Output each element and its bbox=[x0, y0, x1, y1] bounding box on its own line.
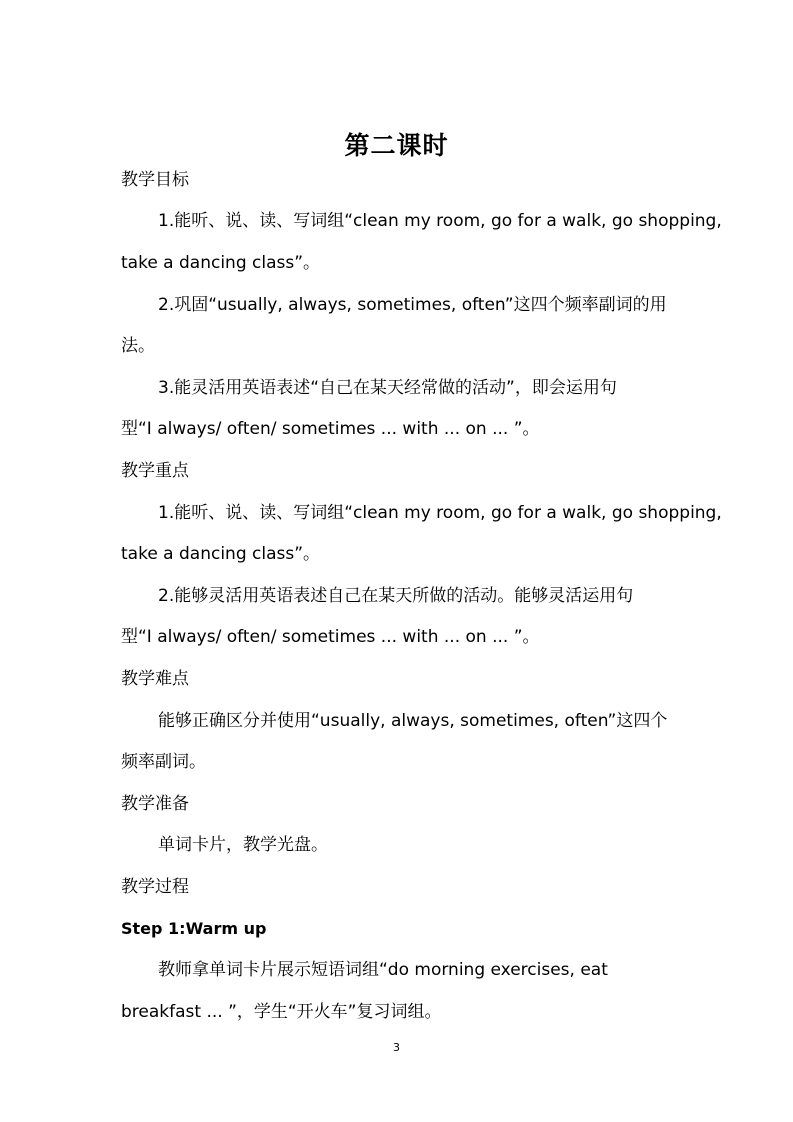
section-heading-difficulties: 教学难点 bbox=[121, 669, 189, 689]
step-1-title: Step 1:Warm up bbox=[121, 919, 267, 938]
section-heading-preparation: 教学准备 bbox=[121, 794, 189, 814]
key-point-2-line-1: 2.能够灵活用英语表述自己在某天所做的活动。能够灵活运用句 bbox=[158, 586, 634, 606]
page-title: 第二课时 bbox=[344, 131, 449, 160]
difficulty-1-line-2: 频率副词。 bbox=[121, 752, 206, 772]
difficulty-1-line-1: 能够正确区分并使用“usually, always, sometimes, often”这四个 bbox=[158, 711, 668, 731]
objective-1-line-2: take a dancing class”。 bbox=[121, 253, 321, 273]
step-1-line-2: breakfast ... ”，学生“开火车”复习词组。 bbox=[121, 1002, 442, 1022]
objective-1-line-1: 1.能听、说、读、写词组“clean my room, go for a walk, go shopping, bbox=[158, 211, 722, 231]
preparation-line-1: 单词卡片，教学光盘。 bbox=[158, 835, 328, 855]
section-heading-objectives: 教学目标 bbox=[121, 170, 189, 190]
section-heading-process: 教学过程 bbox=[121, 877, 189, 897]
objective-3-line-2: 型“I always/ often/ sometimes ... with ... on ... ”。 bbox=[121, 419, 540, 439]
objective-2-line-1: 2.巩固“usually, always, sometimes, often”这四个频率副词的用 bbox=[158, 295, 667, 315]
key-point-1-line-2: take a dancing class”。 bbox=[121, 544, 321, 564]
objective-2-line-2: 法。 bbox=[121, 336, 155, 356]
objective-3-line-1: 3.能灵活用英语表述“自己在某天经常做的活动”，即会运用句 bbox=[158, 378, 617, 398]
section-heading-key-points: 教学重点 bbox=[121, 461, 189, 481]
key-point-2-line-2: 型“I always/ often/ sometimes ... with ... on ... ”。 bbox=[121, 627, 540, 647]
step-1-line-1: 教师拿单词卡片展示短语词组“do morning exercises, eat bbox=[158, 960, 608, 980]
page-number: 3 bbox=[393, 1041, 400, 1054]
key-point-1-line-1: 1.能听、说、读、写词组“clean my room, go for a walk, go shopping, bbox=[158, 503, 722, 523]
